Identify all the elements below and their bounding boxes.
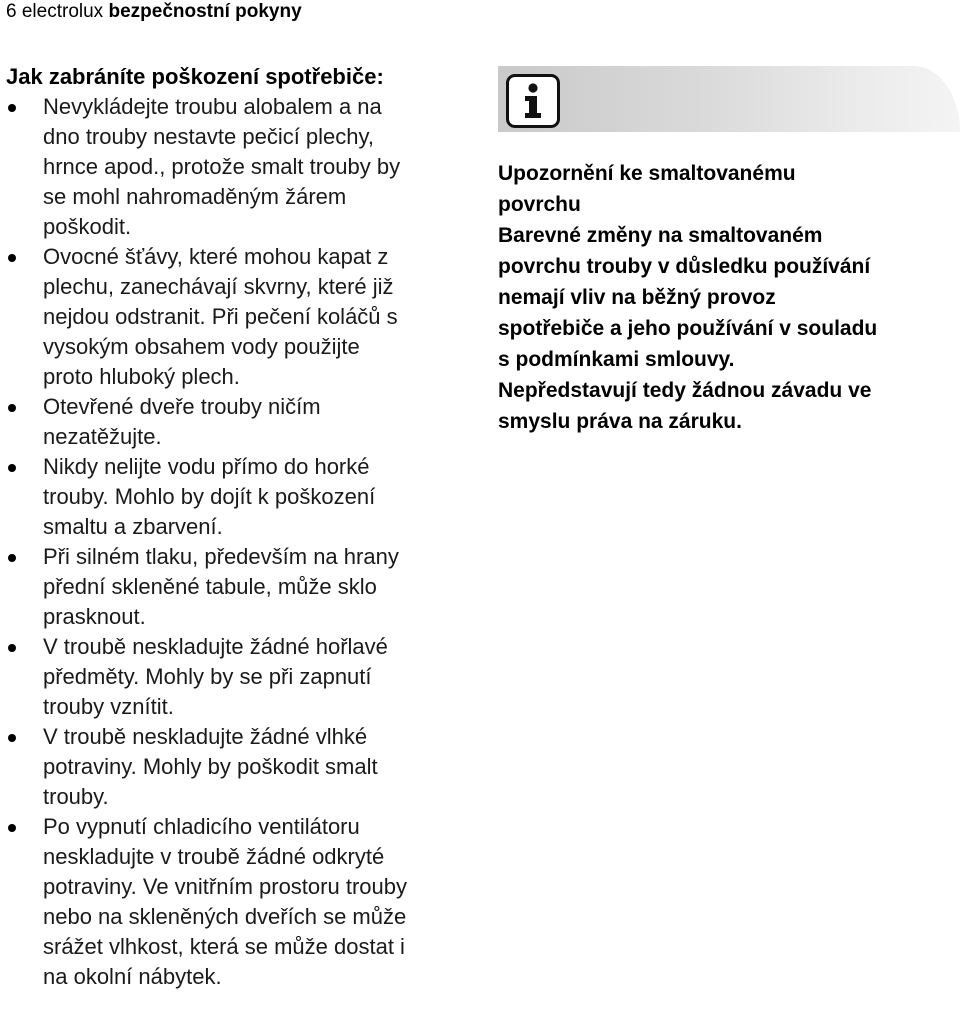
bullet-dot-icon xyxy=(8,824,16,832)
bullet-line: trouby. xyxy=(43,784,109,809)
section-heading: Jak zabráníte poškození spotřebiče: xyxy=(6,64,384,89)
bullet-line: neskladujte v troubě žádné odkryté xyxy=(43,844,385,869)
brand-name: electrolux xyxy=(21,1,104,22)
bullet-line: srážet vlhkost, která se může dostat i xyxy=(43,934,405,959)
safety-instructions-column xyxy=(6,62,476,992)
bullet-line: V troubě neskladujte žádné vlhké xyxy=(43,724,368,749)
bullet-list xyxy=(6,92,476,992)
bullet-line: Při silném tlaku, především na hrany xyxy=(43,544,399,569)
bullet-line: potraviny. Mohly by poškodit smalt xyxy=(43,754,378,779)
bullet-line: plechu, zanechávají skvrny, které již xyxy=(43,274,394,299)
bullet-line: Ovocné šťávy, které mohou kapat z xyxy=(43,244,389,269)
bullet-line: Nevykládejte troubu alobalem a na xyxy=(43,94,382,119)
bullet-line: nebo na skleněných dveřích se může xyxy=(43,904,407,929)
bullet-line: prasknout. xyxy=(43,604,146,629)
info-banner xyxy=(498,66,960,132)
bullet-dot-icon xyxy=(8,554,16,562)
info-title-line: povrchu xyxy=(498,193,581,216)
bullet-line: Nikdy nelijte vodu přímo do horké xyxy=(43,454,370,479)
bullet-item xyxy=(6,632,473,722)
info-text-line: Nepředstavují tedy žádnou závadu ve xyxy=(498,379,872,402)
section-title: bezpečnostní pokyny xyxy=(108,1,302,22)
bullet-line: předměty. Mohly by se při zapnutí xyxy=(43,664,372,689)
bullet-dot-icon xyxy=(8,104,16,112)
bullet-item xyxy=(6,242,473,392)
bullet-line: se mohl nahromaděným žárem xyxy=(43,184,347,209)
bullet-line: nezatěžujte. xyxy=(43,424,162,449)
bullet-line: potraviny. Ve vnitřním prostoru trouby xyxy=(43,874,407,899)
bullet-line: proto hluboký plech. xyxy=(43,364,240,389)
bullet-item xyxy=(6,92,473,242)
bullet-line: na okolní nábytek. xyxy=(43,964,222,989)
page-header xyxy=(6,1,302,23)
bullet-line: přední skleněné tabule, může sklo xyxy=(43,574,377,599)
info-text xyxy=(498,220,960,437)
info-text-line: s podmínkami smlouvy. xyxy=(498,348,735,371)
bullet-line: poškodit. xyxy=(43,214,132,239)
bullet-dot-icon xyxy=(8,734,16,742)
bullet-item xyxy=(6,542,473,632)
bullet-line: smaltu a zbarvení. xyxy=(43,514,223,539)
info-text-line: Barevné změny na smaltovaném xyxy=(498,224,823,247)
info-text-line: nemají vliv na běžný provoz xyxy=(498,286,776,309)
bullet-line: trouby. Mohlo by dojít k poškození xyxy=(43,484,376,509)
info-title xyxy=(498,158,960,220)
info-text-line: smyslu práva na záruku. xyxy=(498,410,742,433)
bullet-line: dno trouby nestavte pečicí plechy, xyxy=(43,124,375,149)
bullet-item xyxy=(6,722,473,812)
bullet-line: Po vypnutí chladicího ventilátoru xyxy=(43,814,360,839)
bullet-line: Otevřené dveře trouby ničím xyxy=(43,394,321,419)
bullet-line: V troubě neskladujte žádné hořlavé xyxy=(43,634,388,659)
info-text-line: spotřebiče a jeho používání v souladu xyxy=(498,317,878,340)
info-note-column xyxy=(498,66,960,437)
bullet-line: hrnce apod., protože smalt trouby by xyxy=(43,154,401,179)
bullet-line: vysokým obsahem vody použijte xyxy=(43,334,360,359)
info-text-line: povrchu trouby v důsledku používání xyxy=(498,255,871,278)
page-number: 6 xyxy=(6,1,17,22)
bullet-dot-icon xyxy=(8,254,16,262)
info-icon xyxy=(506,74,560,128)
bullet-item xyxy=(6,812,473,992)
bullet-line: nejdou odstranit. Při pečení koláčů s xyxy=(43,304,398,329)
bullet-dot-icon xyxy=(8,644,16,652)
bullet-dot-icon xyxy=(8,464,16,472)
info-title-line: Upozornění ke smaltovanému xyxy=(498,162,796,185)
bullet-dot-icon xyxy=(8,404,16,412)
bullet-item xyxy=(6,392,473,452)
bullet-line: trouby vznítit. xyxy=(43,694,174,719)
bullet-item xyxy=(6,452,473,542)
